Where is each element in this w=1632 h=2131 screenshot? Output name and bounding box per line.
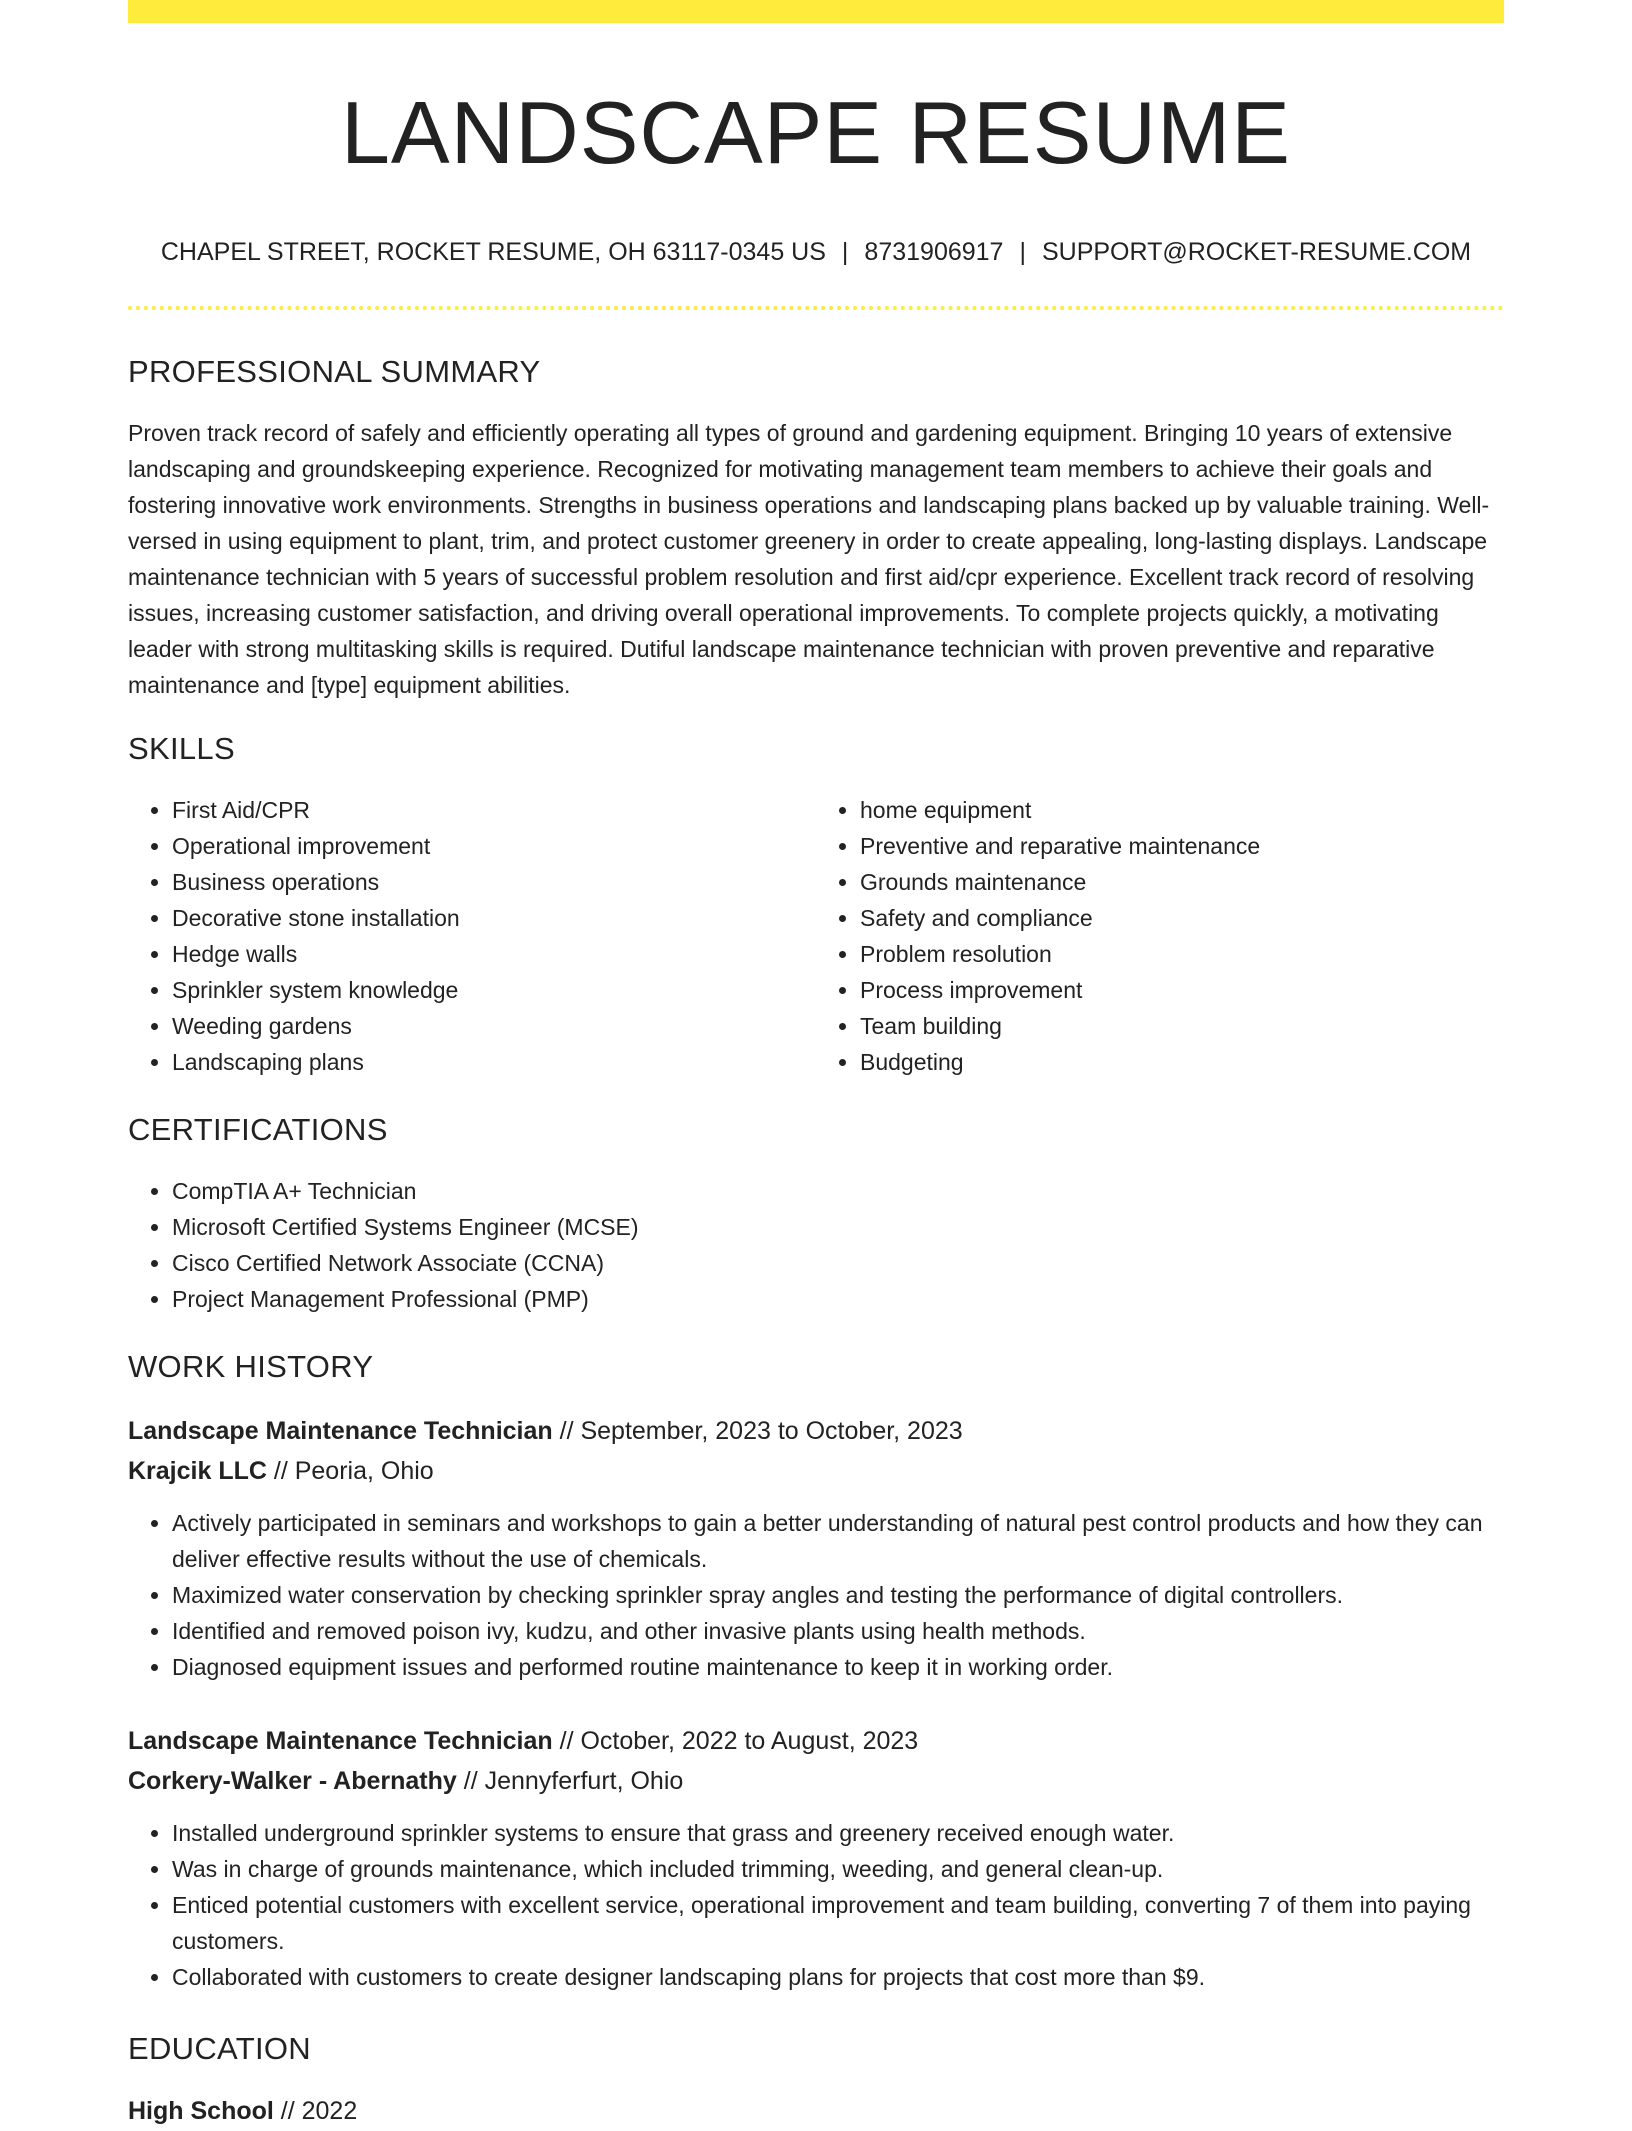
job-company: Corkery-Walker - Abernathy bbox=[128, 1767, 457, 1795]
resume-page bbox=[128, 0, 1504, 2131]
job-company-line bbox=[128, 1761, 1504, 1801]
skill-item: • Weeding gardens bbox=[172, 1008, 816, 1044]
skill-item: • First Aid/CPR bbox=[172, 792, 816, 828]
certification-item: • Cisco Certified Network Associate (CCNA) bbox=[172, 1245, 1504, 1281]
education-year: // 2022 bbox=[273, 2097, 358, 2125]
certifications-list bbox=[128, 1173, 1504, 1317]
job-company-line bbox=[128, 1451, 1504, 1491]
job-bullet: • Actively participated in seminars and workshops to gain a better understanding of natural pest control products and how they can deliver effective results without the use of chemicals. bbox=[172, 1505, 1504, 1577]
contact-address: CHAPEL STREET, ROCKET RESUME, OH 63117-0345 US bbox=[160, 238, 826, 266]
job-dates: // September, 2023 to October, 2023 bbox=[552, 1417, 963, 1445]
skill-item: • Process improvement bbox=[860, 972, 1504, 1008]
job-bullets bbox=[128, 1505, 1504, 1685]
resume-title: LANDSCAPE RESUME bbox=[340, 83, 1291, 182]
job-bullet: • Enticed potential customers with excellent service, operational improvement and team building, converting 7 of them into paying customers. bbox=[172, 1887, 1504, 1959]
job-location: // Peoria, Ohio bbox=[266, 1457, 434, 1485]
education-heading: EDUCATION bbox=[128, 2031, 311, 2066]
job-bullet: • Collaborated with customers to create designer landscaping plans for projects that cost more than $9. bbox=[172, 1959, 1504, 1995]
job-bullet: • Was in charge of grounds maintenance, which included trimming, weeding, and general clean-up. bbox=[172, 1851, 1504, 1887]
contact-email: SUPPORT@ROCKET-RESUME.COM bbox=[1041, 238, 1472, 266]
skill-item: • Landscaping plans bbox=[172, 1044, 816, 1080]
contact-separator: | bbox=[1019, 238, 1026, 266]
certification-item: • Microsoft Certified Systems Engineer (MCSE) bbox=[172, 1209, 1504, 1245]
skill-item: • home equipment bbox=[860, 792, 1504, 828]
job-bullet: • Identified and removed poison ivy, kudzu, and other invasive plants using health methods. bbox=[172, 1613, 1504, 1649]
summary-heading: PROFESSIONAL SUMMARY bbox=[128, 354, 541, 389]
work-history-heading: WORK HISTORY bbox=[128, 1349, 374, 1384]
skill-item: • Team building bbox=[860, 1008, 1504, 1044]
job-company: Krajcik LLC bbox=[128, 1457, 267, 1485]
skill-item: • Decorative stone installation bbox=[172, 900, 816, 936]
contact-line bbox=[128, 237, 1504, 267]
education-school: High School bbox=[128, 2097, 274, 2125]
job-entry bbox=[128, 1721, 1504, 1995]
contact-separator: | bbox=[841, 238, 849, 266]
job-location: // Jennyferfurt, Ohio bbox=[456, 1767, 684, 1795]
summary-text: Proven track record of safely and efficiently operating all types of ground and gardening equipment. Bringing 10 years of extensive landscaping and groundskeeping experience. Recognized for motivating management team members to achieve their goals and fostering innovative work environments. Strengths in business operations and landscaping plans backed up by valuable training. Well-versed in using equipment to plant, trim, and protect customer greenery in order to create appealing, long-lasting displays. Landscape maintenance technician with 5 years of successful problem resolution and first aid/cpr experience. Excellent track record of resolving issues, increasing customer satisfaction, and driving overall operational improvements. To complete projects quickly, a motivating leader with strong multitasking skills is required. Dutiful landscape maintenance technician with proven preventive and reparative maintenance and [type] equipment abilities. bbox=[128, 420, 1490, 698]
job-entry bbox=[128, 1411, 1504, 1685]
contact-phone: 8731906917 bbox=[864, 238, 1004, 266]
job-bullets bbox=[128, 1815, 1504, 1995]
certification-item: • CompTIA A+ Technician bbox=[172, 1173, 1504, 1209]
job-bullet: • Diagnosed equipment issues and performed routine maintenance to keep it in working order. bbox=[172, 1649, 1504, 1685]
dotted-divider bbox=[128, 306, 1504, 310]
certifications-heading: CERTIFICATIONS bbox=[128, 1112, 388, 1147]
skill-item: • Business operations bbox=[172, 864, 816, 900]
skill-item: • Preventive and reparative maintenance bbox=[860, 828, 1504, 864]
skill-item: • Problem resolution bbox=[860, 936, 1504, 972]
skills-list-left bbox=[128, 792, 816, 1080]
skills-heading: SKILLS bbox=[128, 731, 235, 766]
job-bullet: • Maximized water conservation by checking sprinkler spray angles and testing the performance of digital controllers. bbox=[172, 1577, 1504, 1613]
skill-item: • Grounds maintenance bbox=[860, 864, 1504, 900]
education-entry bbox=[128, 2091, 1504, 2131]
skills-list-right bbox=[816, 792, 1504, 1080]
skills-columns bbox=[128, 792, 1504, 1080]
job-title-line bbox=[128, 1721, 1504, 1761]
skill-item: • Sprinkler system knowledge bbox=[172, 972, 816, 1008]
certification-item: • Project Management Professional (PMP) bbox=[172, 1281, 1504, 1317]
skill-item: • Operational improvement bbox=[172, 828, 816, 864]
skill-item: • Hedge walls bbox=[172, 936, 816, 972]
job-role: Landscape Maintenance Technician bbox=[128, 1727, 553, 1755]
accent-top-bar bbox=[128, 0, 1504, 23]
job-role: Landscape Maintenance Technician bbox=[128, 1417, 553, 1445]
job-title-line bbox=[128, 1411, 1504, 1451]
job-bullet: • Installed underground sprinkler systems to ensure that grass and greenery received enough water. bbox=[172, 1815, 1504, 1851]
job-dates: // October, 2022 to August, 2023 bbox=[552, 1727, 919, 1755]
skill-item: • Safety and compliance bbox=[860, 900, 1504, 936]
skill-item: • Budgeting bbox=[860, 1044, 1504, 1080]
